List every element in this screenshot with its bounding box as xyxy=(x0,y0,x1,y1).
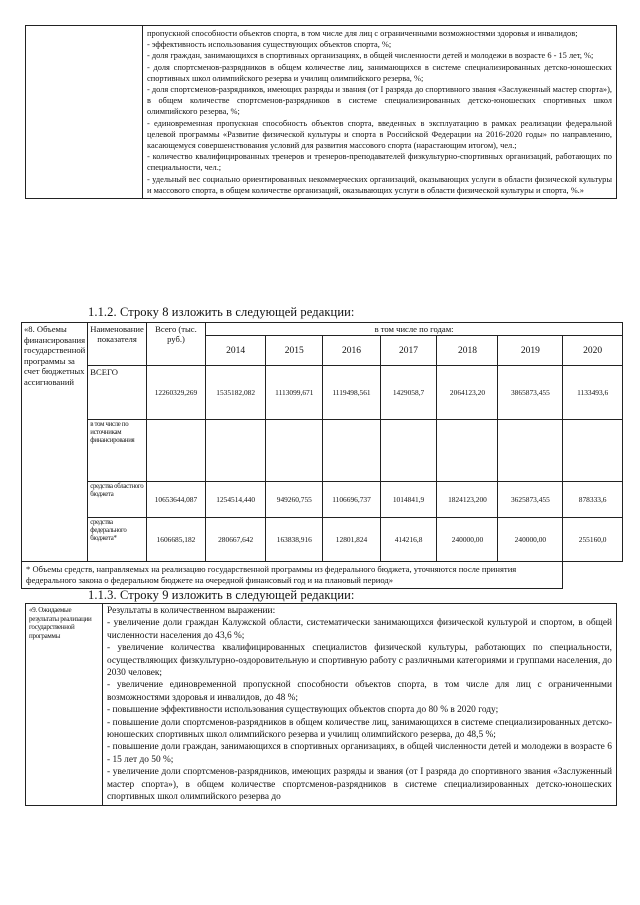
indicator-line: - эффективность использования существующих объектов спорта, %; xyxy=(147,40,392,50)
indicator-line: - доля спортсменов-разрядников, имеющих разряды и звания (от I разряда до спортивного звания «Заслуженный мастер спорта»), в общем количестве спортсменов-разрядников в системе специализированных детско-юношеских спортивных школ олимпийского резерва, %; xyxy=(147,85,612,117)
row-value: 1429058,7 xyxy=(380,366,437,420)
result-line: - увеличение единовременной пропускной способности объектов спорта, в том числе для лиц с ограниченными возможностями здоровья и инвалидов, до 48 %; xyxy=(107,680,612,703)
financing-table xyxy=(21,322,623,589)
row-name: в том числе по источникам финансирования xyxy=(88,420,147,482)
row-value: 878333,6 xyxy=(563,482,623,518)
row-value xyxy=(563,420,623,482)
row-value: 255160,0 xyxy=(563,518,623,562)
row-value: 1535182,082 xyxy=(206,366,266,420)
year-header: 2016 xyxy=(323,336,380,366)
row-value: 414216,8 xyxy=(380,518,437,562)
section-heading-1-1-3: 1.1.3. Строку 9 изложить в следующей редакции: xyxy=(88,588,355,602)
indicator-line: - единовременная пропускная способность объектов спорта, введенных в эксплуатацию в рамках реализации федеральной целевой программы «Развитие физической культуры и спорта в Российской Федерации на 2016-2020 годы» по направлению, касающемуся совершенствования условий для развития массового спорта (нарастающим итогом), чел.; xyxy=(147,118,612,151)
row-value: 1254514,440 xyxy=(206,482,266,518)
year-header: 2019 xyxy=(498,336,563,366)
row-value: 280667,642 xyxy=(206,518,266,562)
row-total: 10653644,087 xyxy=(146,482,205,518)
indicators-text-cell xyxy=(143,26,617,199)
row-value: 240000,00 xyxy=(498,518,563,562)
row-total xyxy=(146,420,205,482)
row-value: 2064123,20 xyxy=(437,366,498,420)
row-value xyxy=(380,420,437,482)
year-header: 2017 xyxy=(380,336,437,366)
row-name: средства областного бюджета xyxy=(88,482,147,518)
section-heading-1-1-2: 1.1.2. Строку 8 изложить в следующей редакции: xyxy=(88,305,355,319)
indicator-line: - количество квалифицированных тренеров и тренеров-преподавателей физкультурно-спортивных организаций, работающих по специальности, чел.; xyxy=(147,152,612,173)
indicator-line: - доля граждан, занимающихся в спортивных организациях, в общей численности детей и молодежи в возрасте 6 - 15 лет, %; xyxy=(147,51,594,61)
indicators-table-continuation xyxy=(25,25,617,199)
result-line: Результаты в количественном выражении: xyxy=(107,606,276,616)
row-value: 1133493,6 xyxy=(563,366,623,420)
row-value xyxy=(266,420,323,482)
table-row xyxy=(22,482,623,518)
row-value: 163838,916 xyxy=(266,518,323,562)
table-row xyxy=(22,518,623,562)
row-value: 3865873,455 xyxy=(498,366,563,420)
result-line: - увеличение количества квалифицированных специалистов физической культуры, работающих по специальности, осуществляющих физкультурно-оздоровительную и спортивную работу с различными категориями и группами населения, до 2030 человек; xyxy=(107,643,612,679)
year-header: 2015 xyxy=(266,336,323,366)
row-total: 1606685,182 xyxy=(146,518,205,562)
results-text-cell xyxy=(103,604,617,806)
row-value: 1113099,671 xyxy=(266,366,323,420)
year-header: 2020 xyxy=(563,336,623,366)
column-header-years-group: в том числе по годам: xyxy=(206,323,623,336)
row-value: 1014841,9 xyxy=(380,482,437,518)
row-value: 1106696,737 xyxy=(323,482,380,518)
results-row-label: «9. Ожидаемые результаты реализации государственной программы xyxy=(26,604,103,806)
row-value xyxy=(323,420,380,482)
indicator-line: - доля спортсменов-разрядников в общем количестве лиц, занимающихся в системе специализированных детско-юношеских спортивных школ олимпийского резерва и училищ олимпийского резерва, %; xyxy=(147,62,612,83)
expected-results-table xyxy=(25,603,617,806)
result-line: - повышение эффективности использования существующих объектов спорта до 80 % в 2020 году; xyxy=(107,705,499,716)
financing-footnote: * Объемы средств, направляемых на реализацию государственной программы из федерального бюджета, уточняются после принятия федерального закона о федеральном бюджете на очередной финансовый год и на плановый период» xyxy=(22,562,563,589)
row-value xyxy=(498,420,563,482)
result-line: - повышение доли граждан, занимающихся в спортивных организациях, в общей численности детей и молодежи в возрасте 6 - 15 лет до 50 %; xyxy=(107,742,612,765)
row-value: 1119498,561 xyxy=(323,366,380,420)
indicator-line: - удельный вес социально ориентированных некоммерческих организаций, оказывающих услуги в области физической культуры и массового спорта, в общем количестве организаций, оказывающих услуги в области физической культуры и спорта, %.» xyxy=(147,174,612,195)
year-header: 2014 xyxy=(206,336,266,366)
row-value xyxy=(437,420,498,482)
row-value: 12801,824 xyxy=(323,518,380,562)
row-value: 240000,00 xyxy=(437,518,498,562)
row-value: 949260,755 xyxy=(266,482,323,518)
row-name: ВСЕГО xyxy=(88,366,147,420)
column-header-name: Наименование показателя xyxy=(88,323,147,366)
row-value xyxy=(206,420,266,482)
year-header: 2018 xyxy=(437,336,498,366)
row-name: средства федерального бюджета* xyxy=(88,518,147,562)
row-total: 12260329,269 xyxy=(146,366,205,420)
financing-row-label: «8. Объемы финансирования государственной программы за счет бюджетных ассигнований xyxy=(22,323,88,562)
result-line: - увеличение доли спортсменов-разрядников, имеющих разряды и звания (от I разряда до спортивного звания «Заслуженный мастер спорта»), в общем количестве спортсменов-разрядников в системе специализированных детско-юношеских спортивных школ олимпийского резерва до xyxy=(107,767,612,803)
row-value: 3625873,455 xyxy=(498,482,563,518)
table-row xyxy=(22,366,623,420)
column-header-total: Всего (тыс. руб.) xyxy=(146,323,205,366)
row-value: 1824123,200 xyxy=(437,482,498,518)
result-line: - увеличение доли граждан Калужской области, систематически занимающихся физической культурой и спортом, в общей численности населения до 43,6 %; xyxy=(107,618,612,641)
indicators-label-cell xyxy=(26,26,143,199)
table-row xyxy=(22,420,623,482)
result-line: - повышение доли спортсменов-разрядников в общем количестве лиц, занимающихся в системе специализированных детско-юношеских спортивных школ олимпийского резерва и училищ олимпийского резерва, до 48,5 %; xyxy=(107,717,612,741)
indicator-line: пропускной способности объектов спорта, в том числе для лиц с ограниченными возможностями здоровья и инвалидов; xyxy=(147,29,578,38)
